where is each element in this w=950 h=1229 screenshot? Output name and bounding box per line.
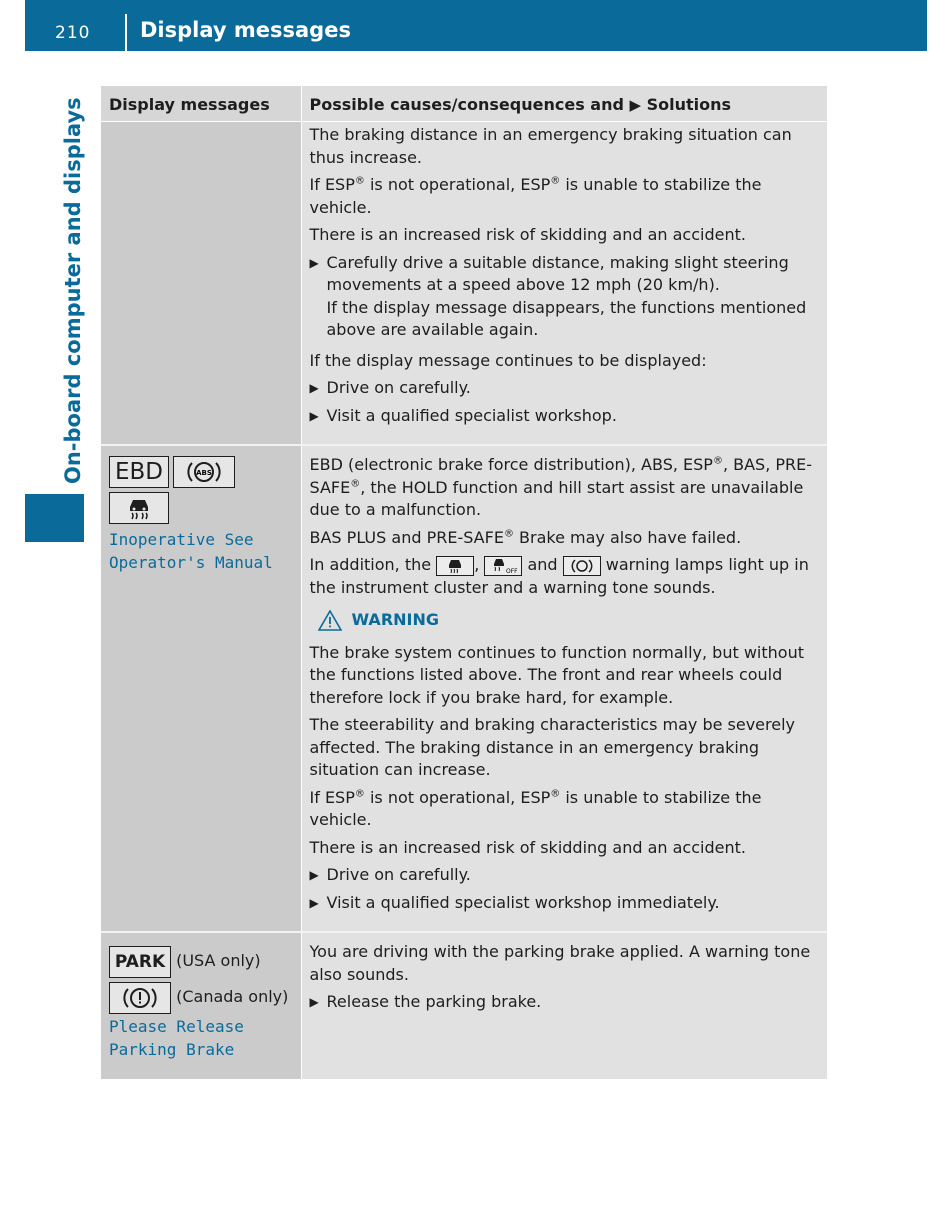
display-messages-table <box>101 86 827 1079</box>
list-item <box>310 252 821 342</box>
svg-text:OFF: OFF <box>506 567 518 574</box>
list-item <box>310 991 821 1014</box>
bullet-text: Release the parking brake. <box>326 992 542 1011</box>
warning-heading: WARNING <box>318 609 821 632</box>
list-item <box>310 864 821 887</box>
bullet-text: Carefully drive a suitable distance, making slight steering movements at a speed above 12 mph (20 km/h). <box>326 252 789 294</box>
parking-brake-icon <box>109 982 171 1014</box>
arrow-right-icon: ▶ <box>309 868 319 882</box>
display-message-text: Please Release Parking Brake <box>109 1017 244 1059</box>
row1-message-cell <box>101 122 301 446</box>
display-message-text: Inoperative See Operator's Manual <box>109 530 273 572</box>
row1-text: If ESP® is not operational, ESP® is unable to stabilize the vehicle. <box>309 175 762 217</box>
esp-inline-icon <box>436 556 474 576</box>
usa-only-note: (USA only) <box>176 951 261 970</box>
park-indicator: PARK <box>109 946 171 978</box>
page-number: 210 <box>55 23 91 43</box>
list-item <box>310 892 821 915</box>
table-row <box>101 932 827 1079</box>
row1-solution-cell <box>301 122 827 446</box>
bullet-text: If the display message disappears, the functions mentioned above are available again. <box>326 297 807 339</box>
col-header-causes <box>301 86 827 122</box>
row2-message-cell <box>101 445 301 932</box>
esp-off-inline-icon <box>484 556 522 576</box>
arrow-right-icon: ▶ <box>309 995 319 1009</box>
row3-message-cell <box>101 932 301 1079</box>
col-header-causes-text: Possible causes/consequences and <box>309 95 624 114</box>
section-tab-marker <box>25 494 84 542</box>
warning-triangle-icon <box>318 610 342 631</box>
canada-only-note: (Canada only) <box>176 987 289 1006</box>
arrow-right-icon: ▶ <box>309 381 319 395</box>
page-header <box>25 0 927 51</box>
row1-text: If the display message continues to be displayed: <box>309 350 707 370</box>
row3-text: You are driving with the parking brake applied. A warning tone also sounds. <box>309 942 811 984</box>
col-header-solutions-text: Solutions <box>646 95 732 114</box>
section-side-title: On-board computer and displays <box>61 97 85 484</box>
row2-text: There is an increased risk of skidding and an accident. <box>309 837 746 857</box>
bullet-text: Drive on carefully. <box>326 865 471 884</box>
table-header-row <box>101 86 827 122</box>
header-divider <box>125 14 127 51</box>
table-row <box>101 122 827 446</box>
ebd-indicator: EBD <box>109 456 169 488</box>
bullet-text: Visit a qualified specialist workshop. <box>326 405 617 425</box>
row2-solution-cell <box>301 445 827 932</box>
abs-inline-icon <box>563 556 601 576</box>
svg-text:ABS: ABS <box>196 469 212 477</box>
col-header-display-messages: Display messages <box>101 86 301 122</box>
row3-solution-cell <box>301 932 827 1079</box>
row2-text: The steerability and braking characteristics may be severely affected. The braking distance in an emergency braking situation can increase. <box>309 715 796 779</box>
row1-text: The braking distance in an emergency braking situation can thus increase. <box>309 125 792 167</box>
row1-text: There is an increased risk of skidding and an accident. <box>309 225 746 244</box>
row2-text: EBD (electronic brake force distribution), ABS, ESP®, BAS, PRE-SAFE®, the HOLD function and hill start assist are unavailable due to a malfunction. <box>309 455 813 519</box>
arrow-right-icon: ▶ <box>309 895 319 910</box>
page-title: Display messages <box>140 18 351 42</box>
list-item <box>310 405 821 428</box>
esp-warning-icon <box>109 492 169 524</box>
arrow-right-icon: ▶ <box>309 408 319 423</box>
row2-text: The brake system continues to function normally, but without the functions listed above. The front and rear wheels could therefore lock if you brake hard, for example. <box>309 642 804 707</box>
row2-text: BAS PLUS and PRE-SAFE® Brake may also have failed. <box>309 527 742 547</box>
table-row <box>101 445 827 932</box>
arrow-right-icon: ▶ <box>309 255 319 270</box>
arrow-right-icon: ▶ <box>629 96 642 114</box>
row2-text: If ESP® is not operational, ESP® is unable to stabilize the vehicle. <box>309 787 762 829</box>
bullet-text: Drive on carefully. <box>326 378 471 397</box>
row2-text: In addition, the , OFF and warning lamps light up in the instrument cluster and a warning tone sounds. <box>309 555 809 597</box>
list-item <box>310 377 821 400</box>
abs-warning-icon <box>173 456 235 488</box>
bullet-text: Visit a qualified specialist workshop immediately. <box>326 892 720 912</box>
